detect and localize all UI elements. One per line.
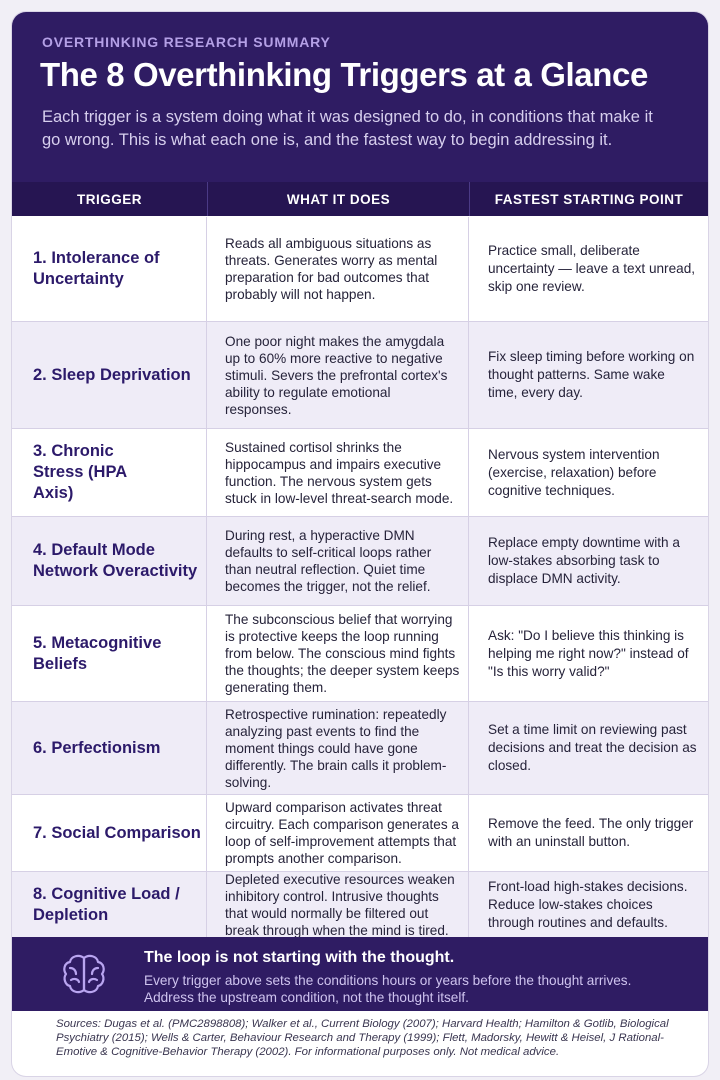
starting-point: Ask: "Do I believe this thinking is helping me right now?" instead of "Is this worry valid?"	[488, 627, 689, 679]
trigger-name: 7. Social Comparison	[33, 823, 201, 842]
column-header-trigger: TRIGGER	[12, 182, 208, 216]
trigger-description: Depleted executive resources weaken inhibitory control. Intrusive thoughts that would normally be filtered out break through when the mind is tired.	[225, 871, 455, 938]
table-row	[12, 872, 708, 937]
callout-title: The loop is not starting with the thought.	[144, 949, 455, 966]
starting-point: Nervous system intervention (exercise, relaxation) before cognitive techniques.	[488, 446, 660, 498]
column-header-what-it-does: WHAT IT DOES	[208, 182, 470, 216]
trigger-name: 5. Metacognitive Beliefs	[33, 633, 162, 673]
trigger-name: 3. Chronic Stress (HPA Axis)	[33, 442, 127, 502]
trigger-description: Reads all ambiguous situations as threats. Generates worry as mental preparation for bad outcomes that probably will not happen.	[225, 236, 438, 302]
trigger-description: Sustained cortisol shrinks the hippocampus and impairs executive function. The nervous system gets stuck in low-level threat-search mode.	[225, 439, 454, 506]
trigger-description: Upward comparison activates threat circuitry. Each comparison generates a loop of self-improvement attempts that prompts another comparison.	[225, 800, 459, 866]
trigger-description: Retrospective rumination: repeatedly analyzing past events to find the moment things could have gone differently. The brain calls it problem-solving.	[225, 706, 447, 790]
starting-point: Replace empty downtime with a low-stakes absorbing task to displace DMN activity.	[488, 535, 680, 586]
trigger-description: During rest, a hyperactive DMN defaults to self-critical loops rather than neutral reflection. Quiet time becomes the trigger, not the relief.	[225, 528, 432, 594]
trigger-description: One poor night makes the amygdala up to 60% more reactive to negative stimuli. Severs the prefrontal cortex's ability to regulate emotional responses.	[225, 333, 448, 417]
table-row	[12, 606, 708, 702]
trigger-name: 6. Perfectionism	[33, 738, 161, 757]
loop-callout	[12, 937, 708, 1011]
table-row	[12, 795, 708, 872]
trigger-name: 2. Sleep Deprivation	[33, 365, 191, 384]
trigger-name: 8. Cognitive Load / Depletion	[33, 884, 180, 924]
table-row	[12, 702, 708, 795]
trigger-description: The subconscious belief that worrying is protective keeps the loop running from below. The conscious mind fights the thoughts; the deeper system keeps generating them.	[225, 612, 460, 695]
table-row	[12, 217, 708, 322]
table-row	[12, 429, 708, 517]
trigger-name: 1. Intolerance of Uncertainty	[33, 249, 160, 288]
starting-point: Fix sleep timing before working on thought patterns. Same wake time, every day.	[488, 349, 695, 400]
starting-point: Remove the feed. The only trigger with an uninstall button.	[488, 816, 694, 849]
starting-point: Set a time limit on reviewing past decisions and treat the decision as closed.	[488, 722, 697, 773]
eyebrow-label: OVERTHINKING RESEARCH SUMMARY	[42, 34, 331, 50]
summary-card	[12, 12, 708, 1076]
callout-body: Every trigger above sets the conditions hours or years before the thought arrives. Address the upstream condition, not the thought itself.	[144, 973, 632, 1005]
header	[12, 12, 708, 182]
starting-point: Front-load high-stakes decisions. Reduce low-stakes choices through routines and defaults.	[488, 878, 688, 930]
column-header-fastest-starting-point: FASTEST STARTING POINT	[470, 182, 708, 216]
page-subtitle: Each trigger is a system doing what it was designed to do, in conditions that make it go wrong. This is what each one is, and the fastest way to begin addressing it.	[42, 108, 653, 149]
page-title: The 8 Overthinking Triggers at a Glance	[40, 56, 648, 93]
trigger-name: 4. Default Mode Network Overactivity	[33, 541, 198, 580]
sources-footnote: Sources: Dugas et al. (PMC2898808); Walker et al., Current Biology (2007); Harvard Health; Hamilton & Gotlib, Biological Psychiatry (2015); Wells & Carter, Behaviour Research and Therapy (1999); Flett, Madorsky, Hewitt & Heisel, J Rational-Emotive & Cognitive-Behavior Therapy (2002). For informational purposes only. Not medical advice.	[56, 1018, 669, 1058]
starting-point: Practice small, deliberate uncertainty — leave a text unread, skip one review.	[488, 243, 696, 294]
table-row	[12, 322, 708, 429]
table-row	[12, 517, 708, 606]
brain-icon	[58, 948, 110, 1000]
